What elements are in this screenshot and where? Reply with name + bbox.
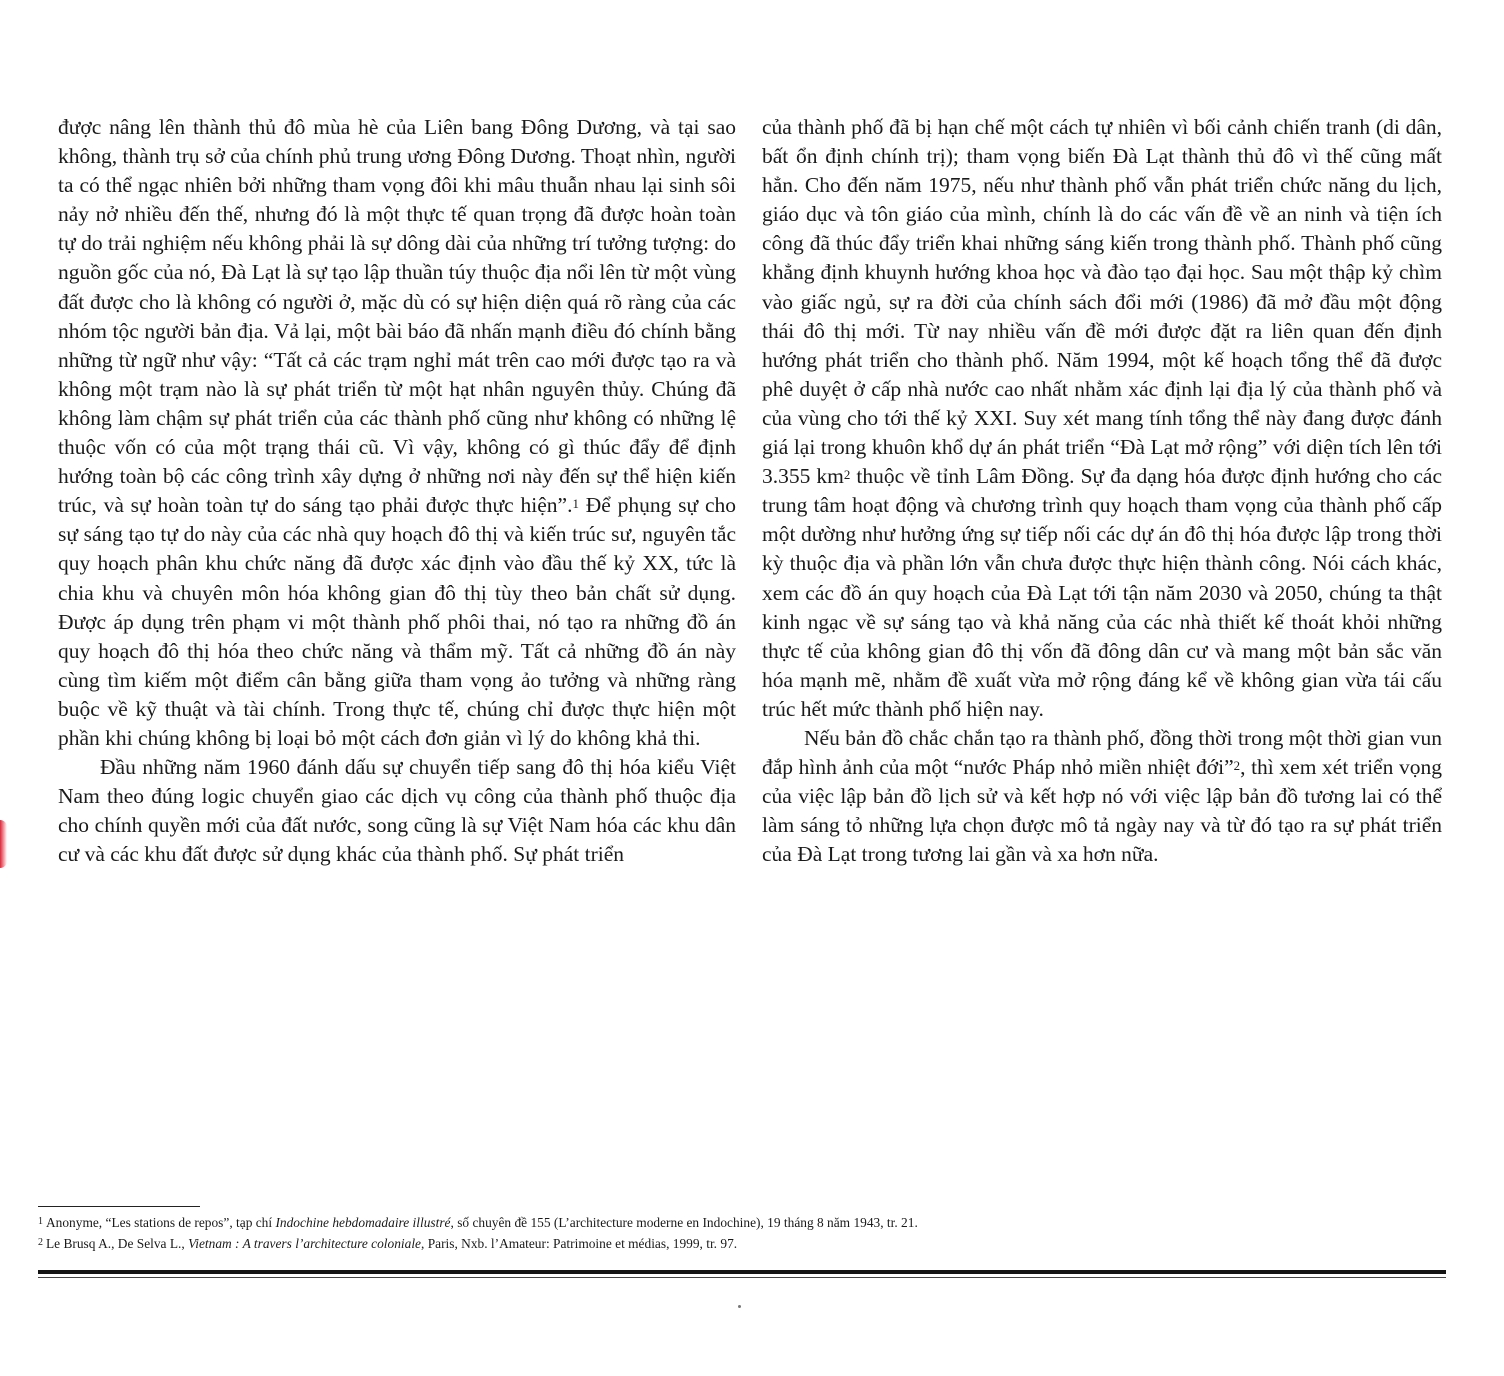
left-paragraph-1-text: được nâng lên thành thủ đô mùa hè của Liên bang Đông Dương, và tại sao không, thành trụ sở của chính phủ trung ương Đông Dương. Thoạt nhìn, người ta có thể ngạc nhiên bởi những tham vọng đôi khi mâu thuẫn nhau lại sinh sôi nảy nở nhiều đến thế, nhưng đó là một thực tế quan trọng đã được hoàn toàn tự do trải nghiệm nếu không phải là sự dông dài của những trí tưởng tượng: do nguồn gốc của nó, Đà Lạt là sự tạo lập thuần túy thuộc địa nổi lên từ một vùng đất được cho là không có người ở, mặc dù có sự hiện diện quá rõ ràng của các nhóm tộc người bản địa. Vả lại, một bài báo đã nhấn mạnh điều đó chính bằng những từ ngữ như vậy: “Tất cả các trạm nghỉ mát trên cao mới được tạo ra và không một trạm nào là sự phát triển từ một hạt nhân nguyên thủy. Chúng đã không làm chậm sự phát triển của các thành phố cũng như không có những lệ thuộc vốn có của một trạng thái cũ. Vì vậy, không có gì thúc đẩy để định hướng toàn bộ các công trình xây dựng ở những nơi này đến sự thể hiện kiến trúc, và sự hoàn toàn tự do sáng tạo phải được thực hiện”. [58,115,736,518]
right-text-column [762,113,1442,869]
right-paragraph-1-continued: thuộc về tỉnh Lâm Đồng. Sự đa dạng hóa được định hướng cho các trung tâm hoạt động và chương trình quy hoạch tham vọng của thành phố cấp một dường như hưởng ứng sự tiếp nối các dự án đô thị hóa được lập trong thời kỳ thuộc địa và phần lớn vẫn chưa được thực hiện thành công. Nói cách khác, xem các đồ án quy hoạch của Đà Lạt tới tận năm 2030 và 2050, chúng ta thật kinh ngạc về sự sáng tạo và khả năng của các nhà thiết kế thoát khỏi những thực tế của không gian đô thị vốn đã đông dân cư và mang một bản sắc văn hóa mạnh mẽ, nhằm đề xuất vừa mở rộng đáng kể về không gian vừa tái cấu trúc hết mức thành phố hiện nay. [762,464,1442,721]
left-paragraph-1 [58,113,736,753]
footnote-2 [38,1234,1458,1255]
footnote-2-text: Le Brusq A., De Selva L., [46,1236,189,1251]
right-paragraph-1-text: của thành phố đã bị hạn chế một cách tự nhiên vì bối cảnh chiến tranh (di dân, bất ổn định chính trị); tham vọng biến Đà Lạt thành thủ đô vì thế cũng mất hẳn. Cho đến năm 1975, nếu như thành phố vẫn phát triển chức năng du lịch, giáo dục và tôn giáo của mình, chính là do các vấn đề về an ninh và tiện ích công đã thúc đẩy triển khai những sáng kiến trong thành phố. Thành phố cũng khẳng định khuynh hướng khoa học và đào tạo đại học. Sau một thập kỷ chìm vào giấc ngủ, sự ra đời của chính sách đổi mới (1986) đã mở đầu một động thái đô thị mới. Từ nay nhiều vấn đề mới được đặt ra liên quan đến định hướng phát triển cho thành phố. Năm 1994, một kế hoạch tổng thể đã được phê duyệt ở cấp nhà nước cao nhất nhằm xác định lại địa lý của thành phố và của vùng cho tới thế kỷ XXI. Suy xét mang tính tổng thể này đang được đánh giá lại trong khuôn khổ dự án phát triển “Đà Lạt mở rộng” với diện tích lên tới 3.355 km [762,115,1442,489]
left-paragraph-1-continued: Để phụng sự cho sự sáng tạo tự do này của các nhà quy hoạch đô thị và kiến trúc sư, nguyên tắc quy hoạch phân khu chức năng đã được xác định vào đầu thế kỷ XX, tức là chia khu và chuyên môn hóa không gian đô thị tùy theo bản chất sử dụng. Được áp dụng trên phạm vi một thành phố phôi thai, nó tạo ra những đồ án quy hoạch đô thị hóa theo chức năng và thẩm mỹ. Tất cả những đồ án này cùng tìm kiếm một điểm cân bằng giữa tham vọng ảo tưởng và những ràng buộc về kỹ thuật và tài chính. Trong thực tế, chúng chỉ được thực hiện một phần khi chúng không bị loại bỏ một cách đơn giản vì lý do không khả thi. [58,493,736,750]
footnote-1-text-end: , số chuyên đề 155 (L’architecture moderne en Indochine), 19 tháng 8 năm 1943, tr. 21. [450,1215,918,1230]
page-edge-color-mark [0,820,7,868]
footnote-1-number: 1 [38,1216,43,1227]
right-paragraph-2 [762,724,1442,869]
left-text-column [58,113,736,869]
scan-speck [738,1305,741,1308]
footnote-2-title: Vietnam : A travers l’architecture coloniale [188,1236,421,1251]
right-paragraph-2-continued: , thì xem xét triển vọng của việc lập bản đồ lịch sử và kết hợp nó với việc lập bản đồ tương lai có thể làm sáng tỏ những lựa chọn được mô tả ngày nay và từ đó tạo ra sự phát triển của Đà Lạt trong tương lai gần và xa hơn nữa. [762,755,1442,867]
left-paragraph-2: Đầu những năm 1960 đánh dấu sự chuyển tiếp sang đô thị hóa kiểu Việt Nam theo đúng logic chuyển giao các dịch vụ công của thành phố thuộc địa cho chính quyền mới của đất nước, song cũng là sự Việt Nam hóa các khu dân cư và các khu đất được sử dụng khác của thành phố. Sự phát triển [58,755,736,867]
right-paragraph-1 [762,113,1442,724]
footnote-1-text: Anonyme, “Les stations de repos”, tạp chí [46,1215,276,1230]
footnote-ref-1: 1 [572,496,579,511]
footnote-1 [38,1213,1458,1234]
footnote-1-title: Indochine hebdomadaire illustré [275,1215,451,1230]
area-exponent: 2 [843,467,851,482]
footnote-2-number: 2 [38,1237,43,1248]
bottom-rule-thin [38,1277,1446,1278]
footnote-2-text-end: , Paris, Nxb. l’Amateur: Patrimoine et médias, 1999, tr. 97. [421,1236,738,1251]
footnote-ref-2: 2 [1233,758,1241,773]
footnote-separator [38,1206,200,1207]
right-paragraph-2-text: Nếu bản đồ chắc chắn tạo ra thành phố, đồng thời trong một thời gian vun đắp hình ảnh của một “nước Pháp nhỏ miền nhiệt đới” [762,725,1442,780]
footnotes [38,1213,1458,1255]
bottom-rule-thick [38,1270,1446,1274]
